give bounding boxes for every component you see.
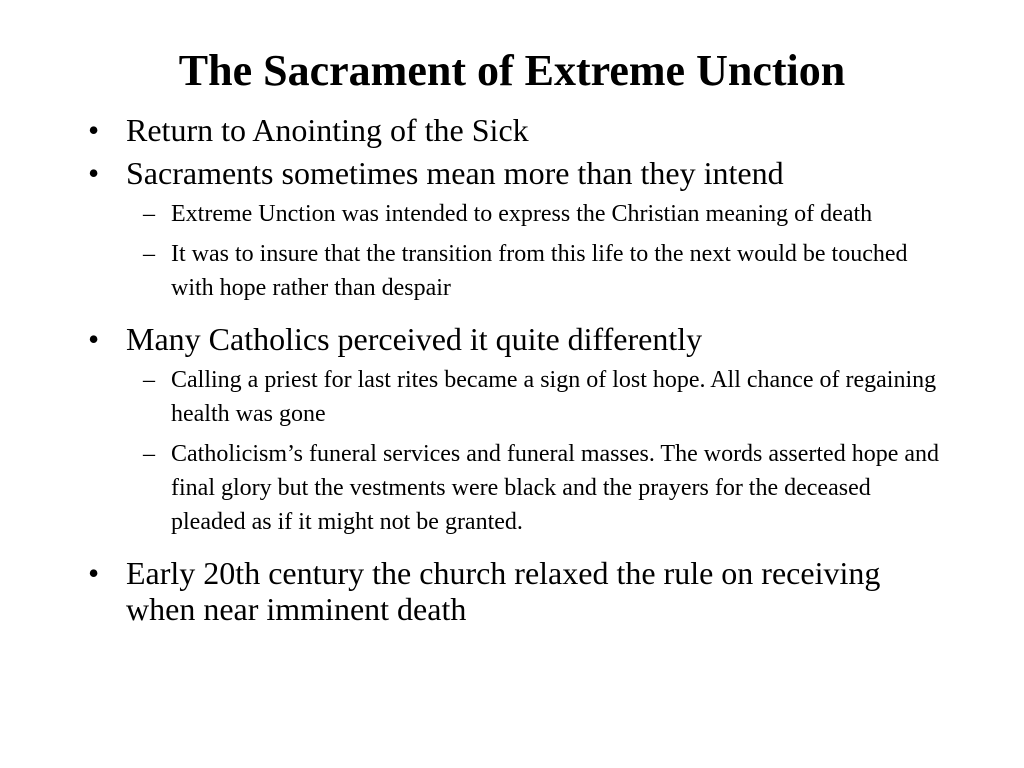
bullet-text: Early 20th century the church relaxed the rule on receiving when near imminent death: [126, 555, 881, 627]
sub-bullet-list: [126, 363, 948, 539]
bullet-item-4: [88, 555, 948, 627]
sub-bullet-text: Catholicism’s funeral services and funeral masses. The words asserted hope and final glory but the vestments were black and the prayers for the deceased pleaded as if it might not be granted.: [171, 441, 939, 535]
bullet-item-1: [88, 112, 948, 148]
sub-bullet-text: Calling a priest for last rites became a sign of lost hope. All chance of regaining health was gone: [171, 367, 937, 427]
sub-bullet-marker: –: [143, 241, 155, 267]
bullet-text: Sacraments sometimes mean more than they intend: [126, 155, 784, 191]
bullet-text: Many Catholics perceived it quite differently: [126, 321, 703, 357]
bullet-item-2: [88, 155, 948, 305]
slide-title: The Sacrament of Extreme Unction: [178, 46, 846, 95]
bullet-marker: •: [88, 155, 100, 191]
sub-bullet-text: It was to insure that the transition from this life to the next would be touched with hope rather than despair: [171, 241, 908, 301]
bullet-item-3: [88, 321, 948, 539]
sub-bullet-item: [126, 437, 948, 539]
bullet-list: [88, 112, 948, 633]
sub-bullet-item: [126, 363, 948, 431]
sub-bullet-marker: –: [143, 441, 155, 467]
sub-bullet-item: [126, 237, 948, 305]
sub-bullet-list: [126, 197, 948, 305]
bullet-marker: •: [88, 321, 100, 357]
sub-bullet-text: Extreme Unction was intended to express the Christian meaning of death: [171, 201, 873, 227]
sub-bullet-item: [126, 197, 948, 231]
bullet-text: Return to Anointing of the Sick: [126, 112, 529, 148]
sub-bullet-marker: –: [143, 367, 155, 393]
bullet-marker: •: [88, 112, 100, 148]
sub-bullet-marker: –: [143, 201, 155, 227]
bullet-marker: •: [88, 555, 100, 591]
